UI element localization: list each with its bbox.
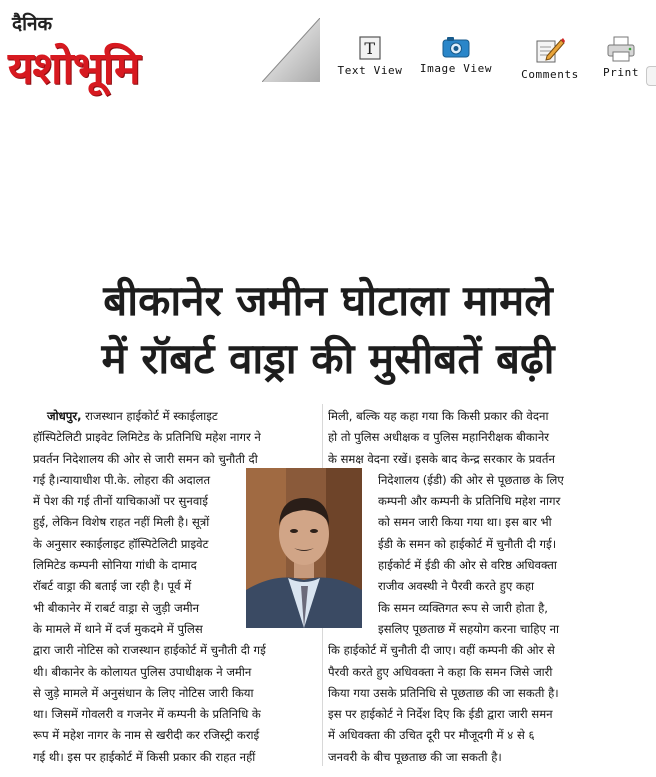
article-line: थी। बीकानेर के कोलायत पुलिस उपाधीक्षक ने जमीन	[33, 664, 252, 679]
text-view-button[interactable]	[337, 36, 403, 77]
comments-pencil-icon	[535, 36, 565, 64]
text-view-icon	[359, 36, 381, 60]
article-line: हाईकोर्ट में ईडी की ओर से वरिष्ठ अधिवक्ता	[378, 558, 557, 573]
article-line: लिमिटेड कम्पनी सोनिया गांधी के दामाद	[33, 558, 197, 573]
camera-icon	[442, 36, 470, 58]
article-line: से जुड़े मामले में अनुसंधान के लिए नोटिस जारी किया	[33, 685, 254, 700]
article-line: के समक्ष वेदना रखें। इसके बाद केन्द्र सरकार के प्रवर्तन	[328, 451, 555, 466]
article-line: था। जिसमें गोवलरी व गजनेर में कम्पनी के प्रतिनिधि के	[33, 707, 261, 722]
more-options-icon[interactable]	[646, 66, 656, 86]
article-line: गई है।न्यायाधीश पी.के. लोहरा की अदालत	[33, 472, 211, 487]
article-line: राजस्थान हाईकोर्ट में स्काईलाइट	[85, 409, 218, 423]
article-line: द्वारा जारी नोटिस को राजस्थान हाईकोर्ट में चुनौती दी गई	[33, 643, 266, 658]
article-line: राजीव अवस्थी ने पैरवी करते हुए कहा	[378, 579, 534, 594]
text-view-label: Text View	[337, 64, 403, 77]
comments-button[interactable]	[510, 36, 590, 81]
print-button[interactable]	[600, 36, 642, 79]
article-line: हो तो पुलिस अधीक्षक व पुलिस महानिरीक्षक बीकानेर	[328, 430, 549, 445]
article-line: कम्पनी और कम्पनी के प्रतिनिधि महेश नागर	[378, 494, 561, 509]
brand-small-text: दैनिक	[12, 13, 53, 35]
article-line: जनवरी के बीच पूछताछ की जा सकती है।	[328, 749, 502, 764]
article-line: रॉबर्ट वाड्रा की बताई जा रही है। पूर्व में	[33, 579, 192, 594]
page-fold-graphic	[262, 18, 320, 82]
image-view-label: Image View	[419, 62, 493, 75]
image-view-button[interactable]	[414, 36, 498, 75]
article-line: किया गया उसके प्रतिनिधि से पूछताछ की जा सकती है।	[328, 685, 559, 700]
article-line: हॉस्पिटेलिटी प्राइवेट लिमिटेड के प्रतिनिधि महेश नागर ने	[33, 430, 261, 445]
dateline: जोधपुर,	[47, 409, 82, 423]
headline	[0, 272, 656, 388]
article-line: कि हाईकोर्ट में चुनौती दी जाए। वहीं कम्पनी की ओर से	[328, 643, 555, 658]
article-line: गई थी। इस पर हाईकोर्ट में किसी प्रकार की राहत नहीं	[33, 749, 256, 764]
headline-line-1: बीकानेर जमीन घोटाला मामले	[103, 276, 553, 325]
headline-line-2: में रॉबर्ट वाड्रा की मुसीबतें बढ़ी	[101, 334, 555, 383]
article-line: भी बीकानेर में राबर्ट वाड्रा से जुड़ी जमीन	[33, 600, 200, 615]
article-line: हुई, लेकिन विशेष राहत नहीं मिली है। सूत्रों	[33, 515, 210, 530]
brand-logo-text: यशोभूमि	[8, 43, 140, 94]
article-line: के अनुसार स्काईलाइट हॉस्पिटेलिटी प्राइवेट	[33, 536, 209, 551]
article-line: में अधिवक्ता की उचित दूरी पर मौजूदगी में ४ से ६	[328, 728, 535, 743]
masthead	[0, 0, 656, 110]
article-line: इस पर हाईकोर्ट ने निर्देश दिए कि ईडी द्वारा जारी समन	[328, 707, 553, 722]
printer-icon	[606, 36, 636, 62]
article-line: रूप में महेश नागर के नाम से खरीदी कर रजिस्ट्री कराई	[33, 728, 260, 743]
article-line: मिली, बल्कि यह कहा गया कि किसी प्रकार की वेदना	[328, 409, 549, 423]
article-line: कि समन व्यक्तिगत रूप से जारी होता है,	[378, 600, 548, 615]
article-photo	[246, 468, 362, 628]
article-line: ईडी के समन को हाईकोर्ट में चुनौती दी गई।	[378, 536, 557, 551]
svg-text:T: T	[364, 39, 376, 58]
article-line: इसलिए पूछताछ में सहयोग करना चाहिए ना	[378, 621, 560, 636]
portrait-illustration	[246, 468, 362, 628]
comments-label: Comments	[521, 68, 579, 81]
article-line: पैरवी करते हुए अधिवक्ता ने कहा कि समन जिसे जारी	[328, 664, 553, 679]
print-label: Print	[602, 66, 640, 79]
paragraph-line	[33, 406, 311, 427]
article-line: निदेशालय (ईडी) की ओर से पूछताछ के लिए	[378, 472, 564, 487]
article-line: को समन जारी किया गया था। इस बार भी	[378, 515, 552, 530]
article-line: प्रवर्तन निदेशालय की ओर से जारी समन को चुनौती दी	[33, 451, 258, 466]
article-line: के मामले में थाने में दर्ज मुकदमे में पुलिस	[33, 621, 203, 636]
article-line: में पेश की गई तीनों याचिकाओं पर सुनवाई	[33, 494, 208, 509]
article-column-2	[328, 406, 610, 768]
